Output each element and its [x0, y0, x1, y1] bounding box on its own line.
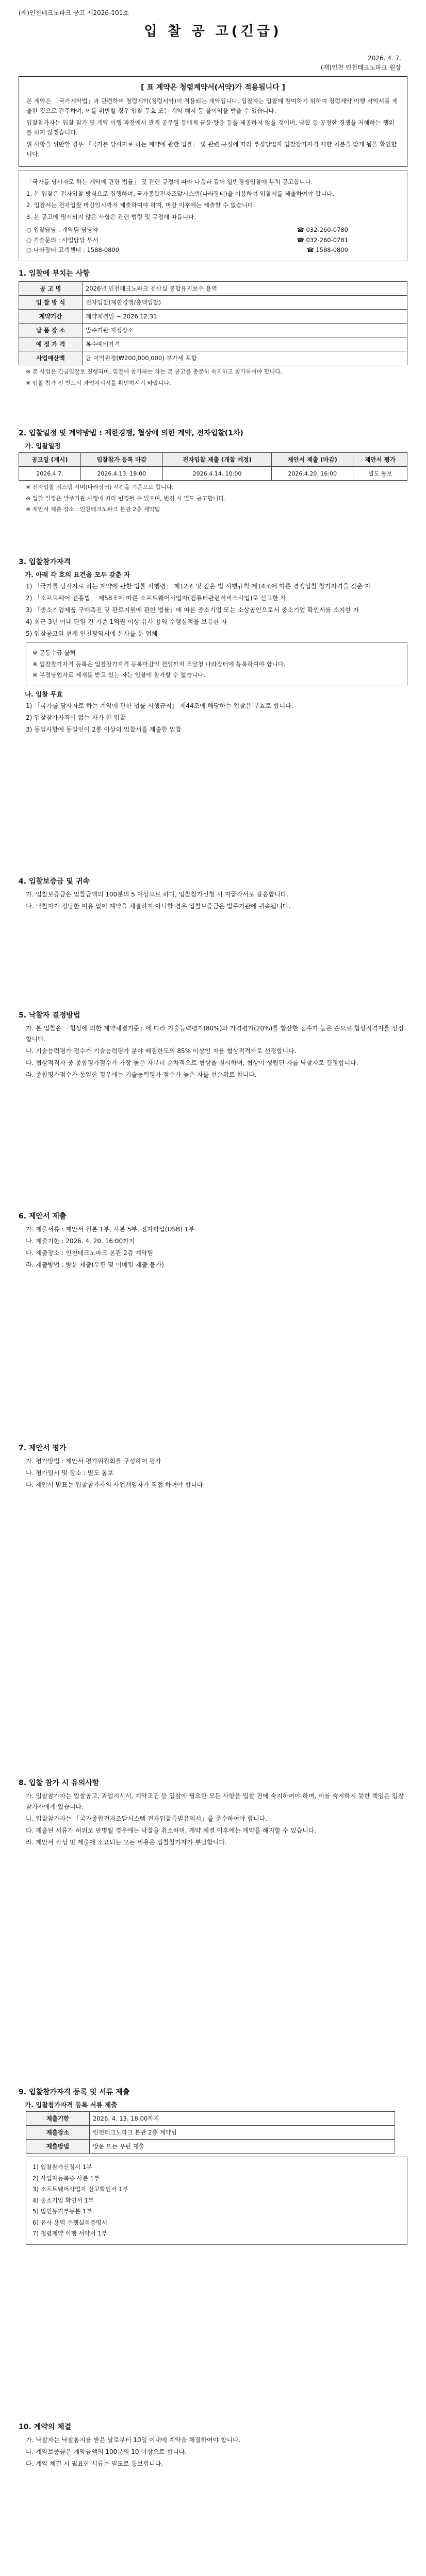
box-item: ※ 입찰참가자격 등록은 입찰참가자격 등록마감일 전일까지 조달청 나라장터에 등록하여야 합니다.	[32, 660, 286, 668]
section-8	[19, 1777, 407, 1849]
para: 가. 입찰보증금은 입찰금액의 100분의 5 이상으로 하며, 입찰참가신청 시 지급각서로 갈음합니다.	[26, 891, 289, 898]
box-item: 2) 사업자등록증 사본 1부	[32, 2174, 100, 2182]
intro-box	[19, 170, 407, 261]
note: ※ 입찰 일정은 발주기관 사정에 따라 변경될 수 있으며, 변경 시 별도 공고합니다.	[26, 495, 226, 502]
para: 나. 평가일시 및 장소 : 별도 통보	[26, 1469, 113, 1477]
section-title: 8. 입찰 참가 시 유의사항	[19, 1779, 100, 1787]
section-5	[19, 1010, 407, 1081]
para: 가. 평가방법 : 제안서 평가위원회를 구성하여 평가	[26, 1458, 161, 1465]
section-7	[19, 1443, 407, 1492]
para: 나. 기술능력평가 점수가 기술능력평가 분야 배점한도의 85% 이상인 자를 협상적격자로 선정합니다.	[26, 1047, 297, 1055]
contact-label: ○ 기술문의 : 사업담당 부서	[26, 236, 99, 244]
para: 라. 제출방법 : 방문 제출(우편 및 이메일 제출 불가)	[26, 1261, 164, 1268]
contact-label: ○ 나라장터 고객센터 : 1588-0800	[26, 246, 120, 254]
row-value: 발주기관 지정장소	[83, 324, 407, 337]
subsection-title: 가. 아래 각 호의 요건을 모두 갖춘 자	[25, 571, 130, 579]
section-1	[19, 268, 407, 387]
submission-table	[26, 2111, 395, 2154]
box-item: 1) 입찰참가신청서 1부	[32, 2163, 92, 2171]
para: 가. 입찰참가자는 입찰공고, 과업지시서, 계약조건 등 입찰에 필요한 모든 사항을 입찰 전에 숙지하여야 하며, 이를 숙지하지 못한 책임은 입찰참가자에게 있습니다.	[26, 1792, 404, 1810]
ethics-para: 입찰참가자는 입찰 참가 및 계약 이행 과정에서 관계 공무원 등에게 금품·향응 등을 제공하지 않을 것이며, 담합 등 공정한 경쟁을 저해하는 행위를 하지 않겠습니다.	[26, 118, 395, 136]
para: 나. 제출기한 : 2026. 4. 20. 16:00까지	[26, 1238, 135, 1245]
row-label: 사업예산액	[19, 351, 83, 365]
intro-para: 3. 본 공고에 명시되지 않은 사항은 관련 법령 및 규정에 따릅니다.	[26, 213, 196, 221]
para: 다. 제안서 발표는 입찰참가자의 사업책임자가 직접 하여야 합니다.	[26, 1481, 205, 1488]
section-2	[19, 428, 407, 514]
para: 가. 낙찰자는 낙찰통지를 받은 날로부터 10일 이내에 계약을 체결하여야 합니다.	[26, 2436, 241, 2444]
section-title: 9. 입찰참가자격 등록 및 서류 제출	[19, 2088, 130, 2096]
section-title: 7. 제안서 평가	[19, 1444, 67, 1452]
section-3	[19, 556, 407, 736]
note: ※ 제안서 제출 장소 : 인천테크노파크 본관 2층 계약팀	[26, 506, 160, 513]
intro-para: 1. 본 입찰은 전자입찰 방식으로 집행하며, 국가종합전자조달시스템(나라장터)을 이용하여 입찰서를 제출하여야 합니다.	[26, 190, 335, 197]
notice-org: (재)인천 인천테크노파크 원장	[320, 64, 401, 71]
note: ※ 입찰 참가 전 반드시 과업지시서를 확인하시기 바랍니다.	[26, 379, 171, 386]
section-6	[19, 1211, 407, 1272]
section-title: 10. 계약의 체결	[19, 2423, 72, 2431]
section-9	[19, 2087, 407, 2248]
row-label: 입 찰 방 식	[19, 296, 83, 310]
row-label: 계약기간	[19, 310, 83, 324]
schedule-header: 입찰참가 등록 마감	[80, 453, 162, 467]
subsection-title: 나. 입찰 무효	[25, 690, 63, 698]
schedule-header: 제안서 평가	[353, 453, 407, 467]
ethics-box	[19, 76, 407, 167]
ethics-para: 위 사항을 위반할 경우 「국가를 당사자로 하는 계약에 관한 법률」 및 관련 규정에 따라 부정당업자 입찰참가자격 제한 처분을 받게 됨을 확인합니다.	[26, 140, 397, 158]
summary-table	[19, 281, 407, 365]
subsection-title: 가. 입찰일정	[25, 442, 61, 450]
row-label: 제출기한	[26, 2112, 90, 2126]
row-label: 예 정 가 격	[19, 337, 83, 351]
list-item: 1) 「국가를 당사자로 하는 계약에 관한 법률 시행규칙」 제44조에 해당하는 입찰은 무효로 합니다.	[26, 702, 293, 709]
page-title: 입 찰 공 고(긴급)	[144, 24, 282, 39]
intro-para: 「국가를 당사자로 하는 계약에 관한 법률」 및 관련 규정에 따라 다음과 같이 일반경쟁입찰에 부쳐 공고합니다.	[26, 178, 313, 185]
section-title: 4. 입찰보증금 및 귀속	[19, 877, 90, 886]
schedule-header: 공고일 (게시)	[19, 453, 81, 467]
box-item: 5) 법인등기부등본 1부	[32, 2208, 92, 2215]
notice-number: (재)인천테크노파크 공고 제2026-101호	[19, 9, 129, 16]
section-4	[19, 876, 407, 913]
list-item: 2) 입찰참가자격이 없는 자가 한 입찰	[26, 714, 126, 721]
schedule-header: 전자입찰 제출 (개찰 예정)	[162, 453, 272, 467]
intro-para: 2. 입찰서는 전자입찰 마감일시까지 제출하여야 하며, 마감 이후에는 제출할 수 없습니다.	[26, 201, 255, 209]
list-item: 4) 최근 3년 이내 단일 건 기준 1억원 이상 유사 용역 수행실적을 보유한 자	[26, 618, 227, 625]
notice-date: 2026. 4. 7.	[368, 55, 401, 62]
schedule-cell: 별도 통보	[353, 467, 407, 481]
section-title: 2. 입찰일정 및 계약방법 : 제한경쟁, 협상에 의한 계약, 전자입찰(1차)	[19, 429, 243, 437]
para: 다. 계약 체결 시 필요한 서류는 별도로 통보합니다.	[26, 2460, 163, 2467]
box-item: ※ 공동수급 불허	[32, 649, 76, 656]
note: ※ 본 사업은 긴급입찰로 진행되며, 입찰에 참가하는 자는 본 공고를 충분히 숙지하고 참가하여야 합니다.	[26, 368, 283, 375]
para: 라. 제안서 작성 및 제출에 소요되는 모든 비용은 입찰참가자가 부담합니다.	[26, 1839, 227, 1846]
box-item: 7) 청렴계약 이행 서약서 1부	[32, 2230, 107, 2238]
row-label: 납 품 장 소	[19, 324, 83, 337]
qualification-box	[26, 642, 407, 686]
schedule-cell: 2026.4.7.	[19, 467, 81, 481]
box-item: 3) 소프트웨어사업자 신고확인서 1부	[32, 2185, 128, 2193]
para: 나. 입찰참가자는 「국가종합전자조달시스템 전자입찰특별유의서」를 준수하여야 합니다.	[26, 1815, 268, 1822]
subsection-title: 가. 입찰참가자격 등록 서류 제출	[25, 2101, 118, 2109]
list-item: 2) 「소프트웨어 진흥법」 제58조에 따른 소프트웨어사업자(컴퓨터관련서비스사업)로 신고한 자	[26, 595, 286, 602]
contact-label: ○ 입찰담당 : 계약팀 담당자	[26, 226, 99, 234]
row-value: 계약체결일 ~ 2026.12.31.	[83, 310, 407, 324]
para: 다. 제출장소 : 인천테크노파크 본관 2층 계약팀	[26, 1249, 154, 1257]
box-item: 6) 유사 용역 수행실적증명서	[32, 2218, 107, 2226]
row-value: 금 이억원정(₩200,000,000) 부가세 포함	[83, 351, 407, 365]
list-item: 3) 「중소기업제품 구매촉진 및 판로지원에 관한 법률」에 따른 중소기업 또는 소상공인으로서 중소기업 확인서를 소지한 자	[26, 606, 359, 614]
list-item: 3) 동일사항에 동일인이 2통 이상의 입찰서를 제출한 입찰	[26, 725, 182, 733]
ethics-para: 본 계약은 「국가계약법」과 관련하여 청렴계약(청렴서약)이 적용되는 계약입니다. 입찰자는 입찰에 참여하기 위하여 청렴계약 이행 서약서를 제출한 것으로 간주하며, 이를 위반할 경우 입찰 무효 또는 계약 해지 등 불이익을 받을 수 있습니다.	[26, 97, 398, 114]
section-title: 6. 제안서 제출	[19, 1212, 67, 1221]
row-value: 복수예비가격	[83, 337, 407, 351]
section-title: 1. 입찰에 부치는 사항	[19, 269, 90, 278]
schedule-header: 제안서 제출 (마감)	[272, 453, 353, 467]
documents-box	[26, 2157, 407, 2245]
schedule-cell: 2026.4.14. 10:00	[162, 467, 272, 481]
note: ※ 전자입찰 시스템 서버(나라장터) 시간을 기준으로 합니다.	[26, 484, 174, 490]
section-title: 3. 입찰참가자격	[19, 558, 71, 566]
row-label: 공 고 명	[19, 282, 83, 296]
schedule-cell: 2026.4.13. 18:00	[80, 467, 162, 481]
para: 가. 본 입찰은 「협상에 의한 계약체결기준」에 따라 기술능력평가(80%)와 가격평가(20%)를 합산한 점수가 높은 순으로 협상적격자를 선정합니다.	[26, 1025, 404, 1043]
para: 나. 계약보증금은 계약금액의 100분의 10 이상으로 합니다.	[26, 2448, 187, 2455]
para: 가. 제출서류 : 제안서 원본 1부, 사본 5부, 전자파일(USB) 1부	[26, 1226, 194, 1233]
list-item: 1) 「국가를 당사자로 하는 계약에 관한 법률 시행령」 제12조 및 같은 법 시행규칙 제14조에 따른 경쟁입찰 참가자격을 갖춘 자	[26, 583, 371, 590]
contact-phone: ☎ 1588-0800	[306, 246, 348, 254]
row-value: 인천테크노파크 본관 2층 계약팀	[90, 2126, 395, 2140]
row-value: 방문 또는 우편 제출	[90, 2140, 395, 2154]
row-value: 2026. 4. 13. 18:00까지	[90, 2112, 395, 2126]
para: 나. 낙찰자가 정당한 이유 없이 계약을 체결하지 아니할 경우 입찰보증금은 발주기관에 귀속됩니다.	[26, 903, 291, 910]
list-item: 5) 입찰공고일 현재 인천광역시에 본사를 둔 업체	[26, 630, 158, 637]
para: 다. 제출된 서류가 허위로 판명될 경우에는 낙찰을 취소하며, 계약 체결 이후에는 계약을 해지할 수 있습니다.	[26, 1827, 317, 1834]
row-label: 제출방법	[26, 2140, 90, 2154]
para: 다. 협상적격자 중 종합평가점수가 가장 높은 자부터 순차적으로 협상을 실시하며, 협상이 성립된 자를 낙찰자로 결정합니다.	[26, 1059, 358, 1066]
row-value: 전자입찰(제한경쟁/총액입찰)	[83, 296, 407, 310]
para: 라. 종합평가점수가 동일한 경우에는 기술능력평가 점수가 높은 자를 선순위로 합니다.	[26, 1071, 257, 1078]
contact-phone: ☎ 032-260-0780	[297, 226, 348, 234]
box-item: ※ 부정당업자로 제재를 받고 있는 자는 입찰에 참가할 수 없습니다.	[32, 671, 206, 679]
section-title: 5. 낙찰자 결정방법	[19, 1011, 80, 1020]
schedule-cell: 2026.4.20. 16:00	[272, 467, 353, 481]
section-10	[19, 2421, 407, 2470]
contact-phone: ☎ 032-260-0781	[297, 236, 348, 244]
ethics-title: [ 표 계약은 청렴계약서(서약)가 적용됩니다 ]	[141, 83, 285, 92]
box-item: 4) 중소기업 확인서 1부	[32, 2196, 94, 2204]
row-label: 제출장소	[26, 2126, 90, 2140]
row-value: 2026년 인천테크노파크 전산실 통합유지보수 용역	[83, 282, 407, 296]
schedule-table	[19, 452, 407, 481]
